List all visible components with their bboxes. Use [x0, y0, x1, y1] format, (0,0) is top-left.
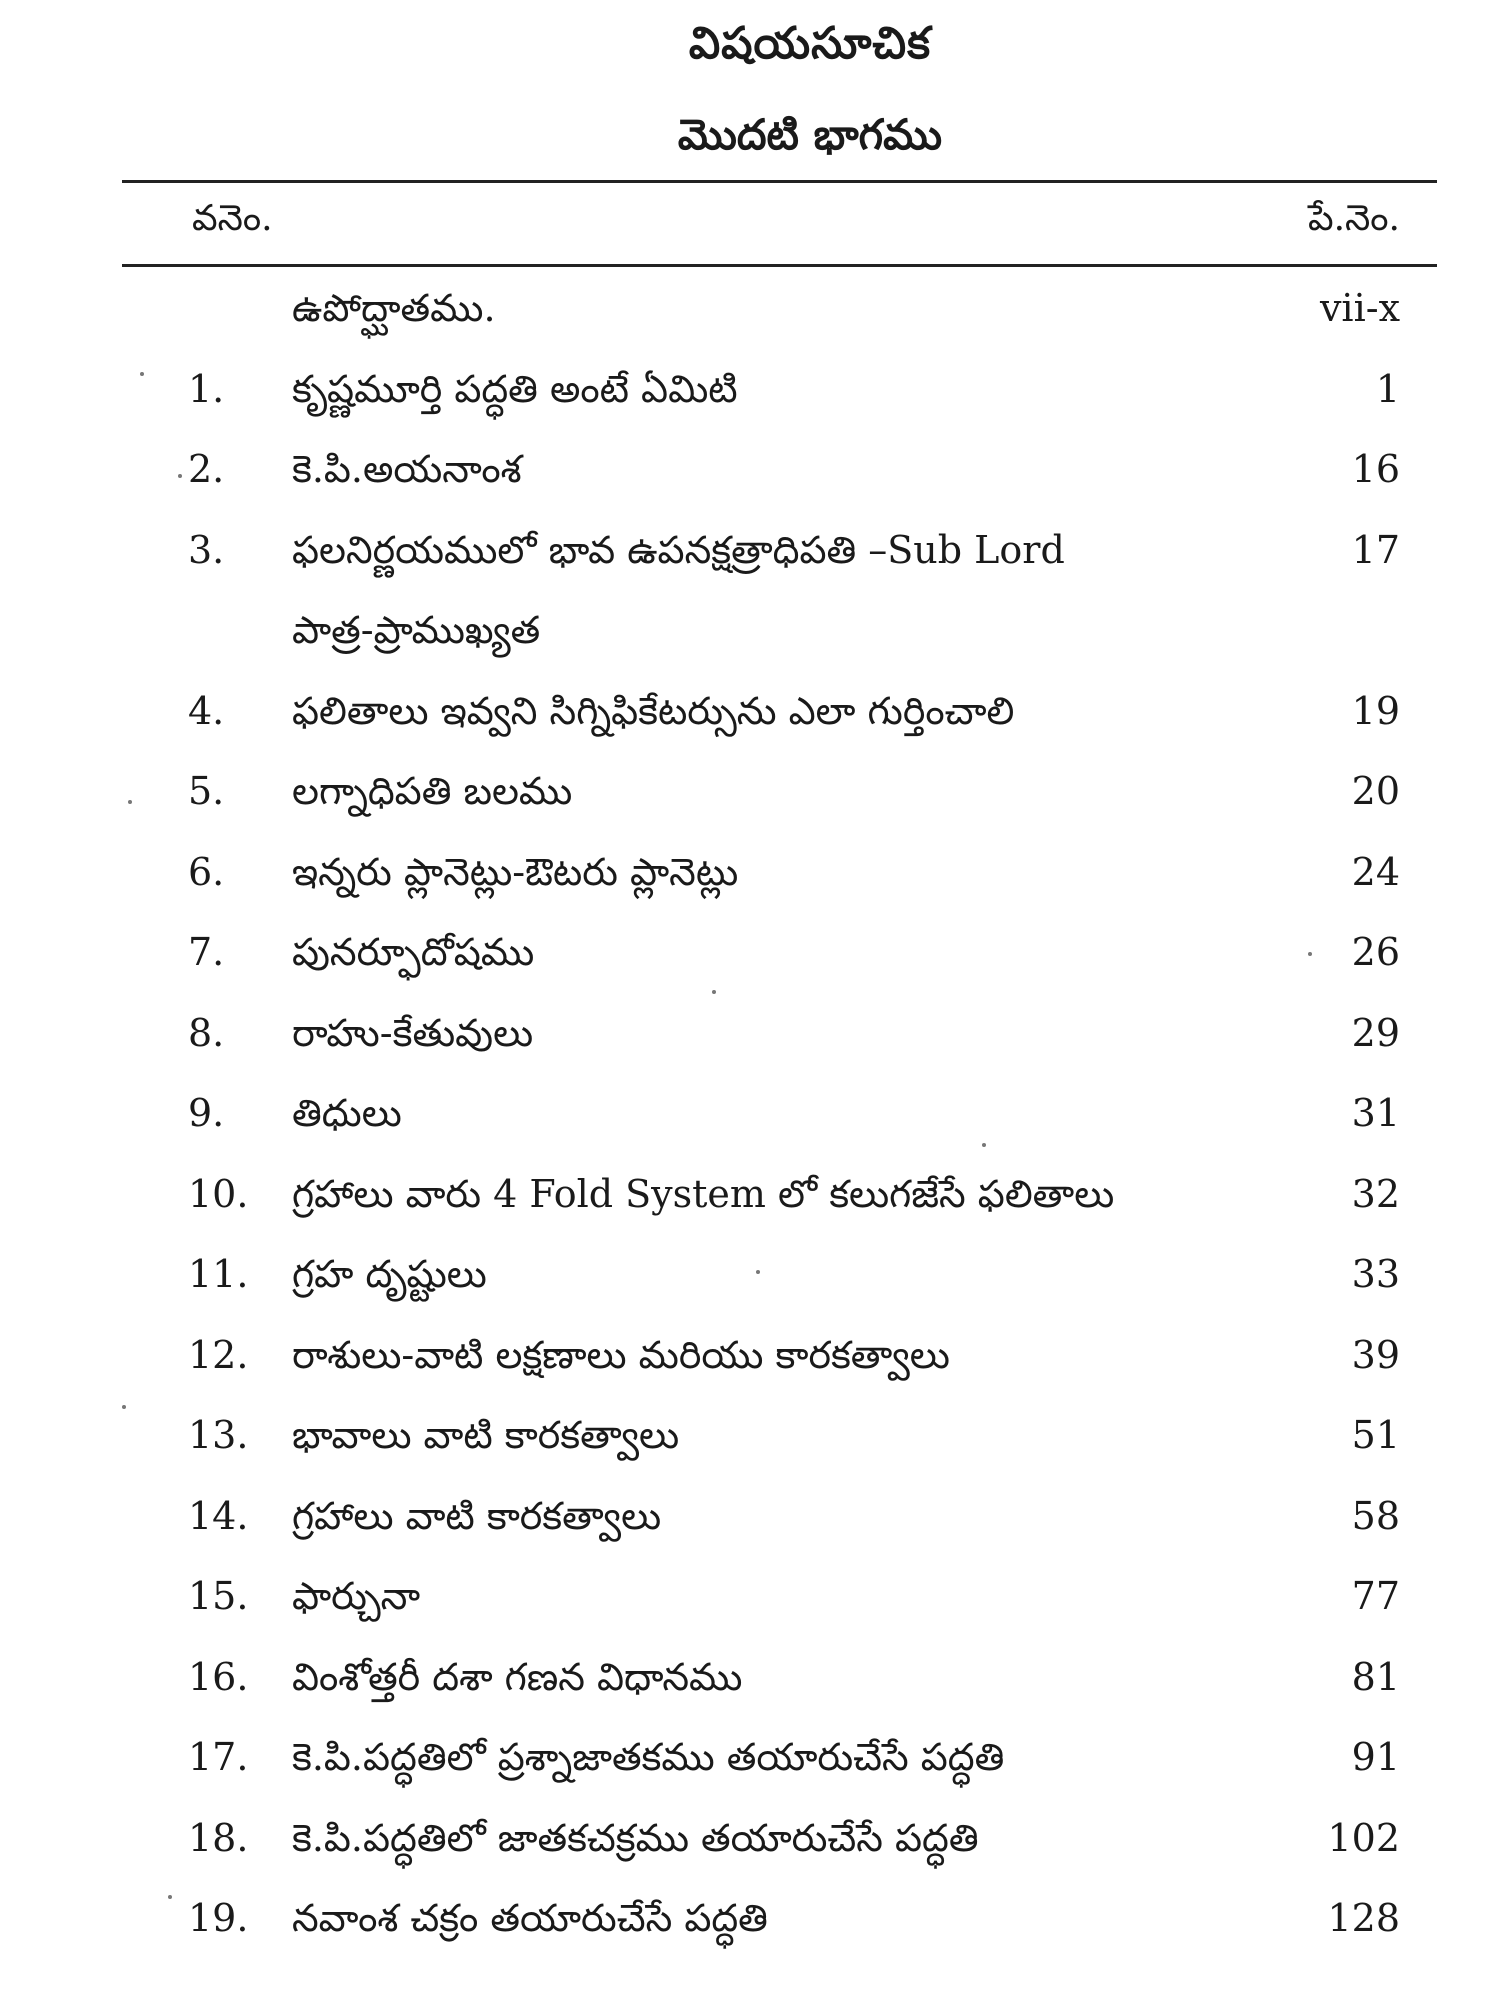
entry-title: ఫలనిర్ణయములో భావ ఉపనక్షత్రాధిపతి –Sub Lord	[292, 527, 1065, 572]
header-bottom-rule	[122, 264, 1437, 267]
entry-title: పాత్ర-ప్రాముఖ్యత	[292, 608, 541, 652]
entry-number: 18.	[188, 1815, 249, 1860]
scan-speck	[140, 372, 144, 376]
toc-entry	[0, 1480, 1500, 1561]
entry-title: కె.పి.పద్ధతిలో ప్రశ్నాజాతకము తయారుచేసే పద్ధతి	[292, 1735, 1005, 1779]
toc-entry	[0, 1802, 1500, 1883]
scan-speck	[122, 1405, 126, 1409]
entry-number: 19.	[188, 1896, 249, 1940]
entry-number: 15.	[188, 1574, 249, 1618]
entry-title: ఇన్నరు ప్లానెట్లు-ఔటరు ప్లానెట్లు	[292, 849, 739, 894]
toc-entry	[0, 1238, 1500, 1319]
entry-number: 1.	[188, 366, 225, 411]
entry-page: 31	[1351, 1091, 1400, 1135]
part-subtitle: మొదటి భాగము	[677, 110, 943, 159]
scan-speck	[1308, 952, 1312, 956]
entry-page: 1	[1375, 366, 1400, 411]
entry-number: 10.	[188, 1171, 249, 1216]
column-header-page: పే.నెం.	[1307, 198, 1400, 239]
entry-page: 91	[1351, 1735, 1400, 1779]
entry-title: గ్రహాలు వాటి కారకత్వాలు	[292, 1493, 662, 1538]
entry-number: 4.	[188, 688, 225, 733]
toc-list	[0, 272, 1500, 1963]
entry-page: 20	[1351, 769, 1400, 813]
toc-entry-continuation	[0, 594, 1500, 675]
entry-page: 77	[1351, 1574, 1400, 1618]
toc-entry	[0, 433, 1500, 514]
toc-entry	[0, 1560, 1500, 1641]
entry-title: కె.పి.అయనాంశ	[292, 447, 522, 491]
entry-page: 26	[1351, 930, 1400, 974]
entry-title: లగ్నాధిపతి బలము	[292, 769, 573, 813]
entry-page: 58	[1351, 1493, 1400, 1538]
toc-entry	[0, 1158, 1500, 1239]
entry-number: 6.	[188, 849, 225, 894]
entry-title: గ్రహాలు వారు 4 Fold System లో కలుగజేసే ఫలితాలు	[292, 1171, 1115, 1216]
entry-number: 2.	[188, 447, 225, 491]
toc-entry	[0, 836, 1500, 917]
entry-title: ఫార్చునా	[292, 1574, 421, 1618]
entry-number: 5.	[188, 769, 225, 813]
entry-number: 16.	[188, 1654, 249, 1699]
toc-entry	[0, 997, 1500, 1078]
entry-page: 51	[1351, 1413, 1400, 1457]
entry-number: 9.	[188, 1091, 225, 1135]
entry-page: 29	[1351, 1010, 1400, 1055]
entry-title: నవాంశ చక్రం తయారుచేసే పద్ధతి	[292, 1896, 768, 1940]
entry-page: 81	[1351, 1654, 1400, 1699]
scan-speck	[178, 474, 182, 478]
entry-number: 12.	[188, 1332, 249, 1377]
toc-intro-pages: vii-x	[1319, 286, 1400, 330]
toc-entry	[0, 1399, 1500, 1480]
toc-entry	[0, 1319, 1500, 1400]
toc-entry	[0, 1721, 1500, 1802]
toc-entry	[0, 514, 1500, 595]
entry-number: 11.	[188, 1252, 249, 1296]
entry-page: 128	[1327, 1896, 1400, 1940]
toc-entry	[0, 353, 1500, 434]
entry-page: 102	[1327, 1815, 1400, 1860]
entry-number: 7.	[188, 930, 225, 974]
toc-entry	[0, 1077, 1500, 1158]
entry-title: రాహు-కేతువులు	[292, 1010, 534, 1055]
entry-title: తిధులు	[292, 1091, 402, 1135]
entry-title: వింశోత్తరీ దశా గణన విధానము	[292, 1654, 743, 1699]
entry-title: కె.పి.పద్ధతిలో జాతకచక్రము తయారుచేసే పద్ధతి	[292, 1815, 979, 1860]
entry-title: గ్రహ దృష్టులు	[292, 1252, 487, 1296]
entry-page: 39	[1351, 1332, 1400, 1377]
entry-number: 17.	[188, 1735, 249, 1779]
scan-speck	[756, 1270, 760, 1274]
entry-title: భావాలు వాటి కారకత్వాలు	[292, 1413, 680, 1457]
toc-entry	[0, 1641, 1500, 1722]
entry-page: 33	[1351, 1252, 1400, 1296]
toc-entry	[0, 1882, 1500, 1963]
entry-number: 14.	[188, 1493, 249, 1538]
scan-speck	[982, 1143, 986, 1147]
entry-title: కృష్ణమూర్తి పద్ధతి అంటే ఏమిటి	[292, 366, 738, 411]
column-header-number: వనెం.	[192, 198, 273, 239]
entry-number: 13.	[188, 1413, 249, 1457]
entry-page: 19	[1351, 688, 1400, 733]
entry-page: 17	[1351, 527, 1400, 572]
entry-page: 32	[1351, 1171, 1400, 1216]
page-title: విషయసూచిక	[688, 18, 932, 69]
entry-number: 3.	[188, 527, 225, 572]
scan-speck	[128, 800, 132, 804]
toc-entry	[0, 916, 1500, 997]
entry-page: 24	[1351, 849, 1400, 894]
toc-entry	[0, 755, 1500, 836]
entry-page: 16	[1351, 447, 1400, 491]
header-top-rule	[122, 180, 1437, 183]
scan-speck	[168, 1895, 172, 1899]
toc-entry	[0, 675, 1500, 756]
entry-title: రాశులు-వాటి లక్షణాలు మరియు కారకత్వాలు	[292, 1332, 950, 1377]
entry-title: ఫలితాలు ఇవ్వని సిగ్నిఫికేటర్సును ఎలా గుర్తించాలి	[292, 688, 1015, 733]
entry-number: 8.	[188, 1010, 225, 1055]
toc-intro-title: ఉపోద్ఘాతము.	[292, 286, 496, 330]
entry-title: పునర్ఫూదోషము	[292, 930, 535, 974]
toc-intro-row	[0, 272, 1500, 353]
scan-speck	[712, 990, 716, 994]
